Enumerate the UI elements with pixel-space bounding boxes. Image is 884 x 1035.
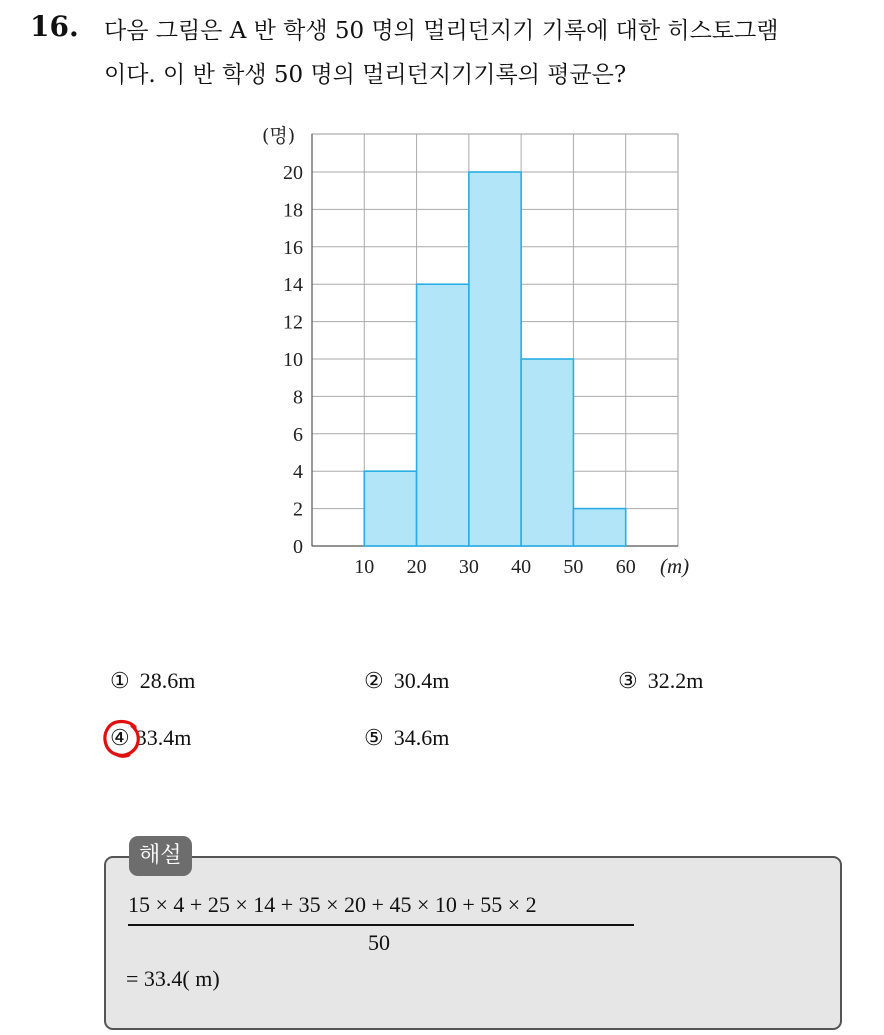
choice-3-text: 32.2m — [647, 668, 704, 693]
y-tick-label: 14 — [283, 274, 303, 297]
choice-2-text: 30.4m — [393, 668, 450, 693]
choice-1[interactable] — [110, 668, 195, 694]
solution-denominator: 50 — [368, 930, 390, 955]
x-tick-label: 30 — [458, 556, 479, 578]
x-tick-label: 40 — [511, 556, 532, 578]
question-text-line2: 이다. 이 반 학생 50 명의 멀리던지기기록의 평균은? — [104, 62, 627, 88]
histogram-bar — [364, 471, 416, 546]
x-tick-label: 50 — [563, 556, 584, 578]
choice-3-mark: ③ — [618, 668, 638, 693]
y-tick-label: 4 — [293, 461, 303, 484]
choice-3[interactable] — [618, 668, 703, 694]
choice-2[interactable] — [364, 668, 449, 694]
solution-label: 해설 — [129, 836, 192, 876]
question-number: 16. — [30, 10, 79, 43]
choice-1-mark: ① — [110, 668, 130, 693]
y-tick-label: 10 — [283, 349, 303, 371]
x-tick-label: 60 — [615, 556, 636, 578]
y-tick-label: 6 — [293, 423, 303, 446]
fraction-bar — [128, 924, 634, 926]
x-tick-label: 20 — [406, 556, 427, 578]
solution-box — [104, 856, 842, 1030]
histogram-bar — [417, 284, 469, 546]
choice-4-text: 33.4m — [135, 725, 192, 750]
y-tick-label: 16 — [283, 236, 303, 259]
question-text-line1: 다음 그림은 A 반 학생 50 명의 멀리던지기 기록에 대한 히스토그램 — [104, 18, 779, 44]
histogram-bar — [469, 172, 521, 546]
y-tick-label: 20 — [283, 162, 303, 184]
y-tick-label: 18 — [283, 199, 303, 222]
y-tick-label: 12 — [283, 311, 303, 334]
choice-2-mark: ② — [364, 668, 384, 693]
y-axis-label: (명) — [262, 125, 296, 147]
x-tick-label: 10 — [354, 556, 375, 578]
histogram-bar — [573, 509, 625, 546]
choice-4-mark: ④ — [110, 725, 130, 750]
choice-1-text: 28.6m — [139, 668, 196, 693]
choice-5-mark: ⑤ — [364, 725, 384, 750]
y-tick-label: 2 — [293, 498, 303, 521]
y-tick-label: 8 — [293, 386, 303, 409]
y-tick-label: 0 — [293, 536, 303, 558]
answer-circle-mark — [102, 718, 142, 758]
choice-5-text: 34.6m — [393, 725, 450, 750]
histogram-bar — [521, 359, 573, 546]
x-axis-label: (m) — [660, 554, 690, 578]
solution-result: = 33.4( m) — [126, 966, 220, 991]
solution-numerator: 15 × 4 + 25 × 14 + 35 × 20 + 45 × 10 + 55 × 2 — [128, 892, 537, 917]
choice-5[interactable] — [364, 725, 449, 751]
